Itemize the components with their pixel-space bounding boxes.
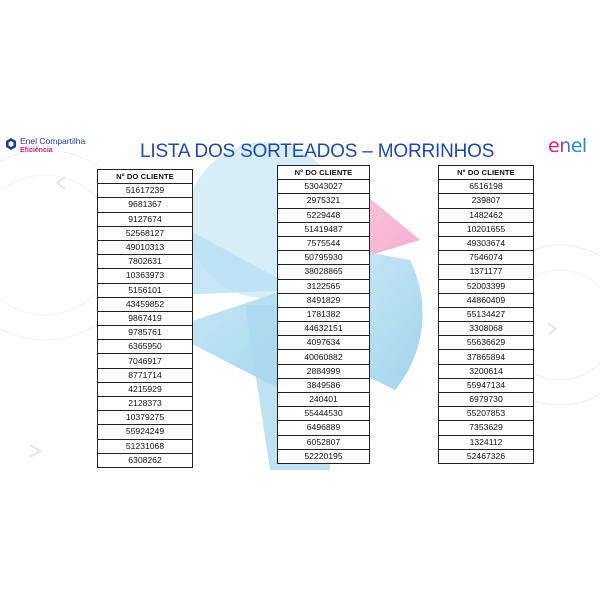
table-row xyxy=(278,421,370,435)
table-row xyxy=(278,336,370,350)
client-number-cell: 55947134 xyxy=(439,378,534,392)
client-number-cell: 51617239 xyxy=(98,184,193,198)
table-row xyxy=(278,322,370,336)
table-row xyxy=(98,311,193,325)
company-name: Enel Compartilha xyxy=(20,136,86,146)
client-number-cell: 6496889 xyxy=(278,421,370,435)
client-number-cell: 5156101 xyxy=(98,283,193,297)
client-number-cell: 44632151 xyxy=(278,322,370,336)
table-row xyxy=(278,307,370,321)
table-row xyxy=(439,307,534,321)
table-row xyxy=(98,226,193,240)
table-row xyxy=(98,397,193,411)
client-number-cell: 38028865 xyxy=(278,265,370,279)
table-row xyxy=(439,421,534,435)
table-row xyxy=(439,251,534,265)
table-row xyxy=(98,269,193,283)
company-brand xyxy=(5,137,85,155)
client-number-cell: 9127674 xyxy=(98,212,193,226)
client-number-cell: 7546074 xyxy=(439,251,534,265)
client-number-cell: 3849586 xyxy=(278,378,370,392)
table-row xyxy=(439,407,534,421)
table-row xyxy=(278,265,370,279)
table-row xyxy=(439,350,534,364)
column-header: Nº DO CLIENTE xyxy=(278,166,370,180)
table-row xyxy=(439,279,534,293)
client-number-cell: 3122565 xyxy=(278,279,370,293)
client-number-cell: 7353629 xyxy=(439,421,534,435)
client-number-cell: 6516198 xyxy=(439,180,534,194)
table-row xyxy=(278,435,370,449)
table-row xyxy=(439,435,534,449)
table-row xyxy=(278,251,370,265)
client-number-cell: 55444530 xyxy=(278,407,370,421)
table-row xyxy=(439,336,534,350)
customer-list-2 xyxy=(277,165,370,464)
client-number-cell: 10201655 xyxy=(439,222,534,236)
client-number-cell: 55134427 xyxy=(439,307,534,321)
table-row xyxy=(98,368,193,382)
client-number-cell: 6365950 xyxy=(98,340,193,354)
client-number-cell: 3308068 xyxy=(439,322,534,336)
client-number-cell: 49303674 xyxy=(439,236,534,250)
client-number-cell: 55924249 xyxy=(98,425,193,439)
table-row xyxy=(278,293,370,307)
client-number-cell: 52220195 xyxy=(278,449,370,463)
client-number-cell: 51231068 xyxy=(98,439,193,453)
client-number-cell: 44860409 xyxy=(439,293,534,307)
client-number-cell: 2975321 xyxy=(278,194,370,208)
table-row xyxy=(278,180,370,194)
client-number-cell: 2884999 xyxy=(278,364,370,378)
table-row xyxy=(98,326,193,340)
table-row xyxy=(278,236,370,250)
table-row xyxy=(278,208,370,222)
enel-logo: enel xyxy=(548,135,587,157)
client-number-cell: 37865894 xyxy=(439,350,534,364)
client-number-cell: 55207853 xyxy=(439,407,534,421)
page-title: LISTA DOS SORTEADOS – MORRINHOS xyxy=(140,141,495,162)
table-row xyxy=(439,364,534,378)
client-number-cell: 239807 xyxy=(439,194,534,208)
client-number-cell: 8771714 xyxy=(98,368,193,382)
table-row xyxy=(98,297,193,311)
table-row xyxy=(98,354,193,368)
table-row xyxy=(278,407,370,421)
table-row xyxy=(439,194,534,208)
table-row xyxy=(98,411,193,425)
hexagon-logo-icon xyxy=(5,138,17,150)
client-number-cell: 1781382 xyxy=(278,307,370,321)
client-number-cell: 10363973 xyxy=(98,269,193,283)
table-row xyxy=(278,364,370,378)
table-row xyxy=(278,449,370,463)
client-number-cell: 6052807 xyxy=(278,435,370,449)
table-row xyxy=(278,350,370,364)
client-number-cell: 53043027 xyxy=(278,180,370,194)
table-row xyxy=(98,255,193,269)
client-number-cell: 8491829 xyxy=(278,293,370,307)
table-row xyxy=(98,198,193,212)
table-row xyxy=(98,212,193,226)
table-row xyxy=(98,340,193,354)
client-number-cell: 1482462 xyxy=(439,208,534,222)
client-number-cell: 3200614 xyxy=(439,364,534,378)
table-row xyxy=(278,279,370,293)
table-row xyxy=(278,194,370,208)
client-number-cell: 4097634 xyxy=(278,336,370,350)
column-header: Nº DO CLIENTE xyxy=(98,170,193,184)
client-number-cell: 7046917 xyxy=(98,354,193,368)
client-number-cell: 4215929 xyxy=(98,382,193,396)
client-number-cell: 43459852 xyxy=(98,297,193,311)
client-number-cell: 1324112 xyxy=(439,435,534,449)
client-number-cell: 5229448 xyxy=(278,208,370,222)
table-row xyxy=(98,425,193,439)
table-row xyxy=(439,208,534,222)
client-number-cell: 40060882 xyxy=(278,350,370,364)
client-number-cell: 50795930 xyxy=(278,251,370,265)
customer-list-3 xyxy=(438,165,534,464)
table-row xyxy=(278,222,370,236)
client-number-cell: 7575544 xyxy=(278,236,370,250)
customer-list-1 xyxy=(97,169,193,468)
client-number-cell: 49010313 xyxy=(98,240,193,254)
table-row xyxy=(98,240,193,254)
client-number-cell: 55636629 xyxy=(439,336,534,350)
client-number-cell: 9867419 xyxy=(98,311,193,325)
table-row xyxy=(439,236,534,250)
client-number-cell: 9785761 xyxy=(98,326,193,340)
table-row xyxy=(98,283,193,297)
client-number-cell: 7802631 xyxy=(98,255,193,269)
client-number-cell: 9681367 xyxy=(98,198,193,212)
table-row xyxy=(439,393,534,407)
slide xyxy=(0,125,600,470)
table-row xyxy=(439,449,534,463)
table-row xyxy=(98,184,193,198)
column-header: Nº DO CLIENTE xyxy=(439,166,534,180)
client-number-cell: 6979730 xyxy=(439,393,534,407)
table-row xyxy=(278,378,370,392)
company-subtitle: Eficiência xyxy=(20,147,53,154)
table-row xyxy=(98,439,193,453)
table-row xyxy=(278,393,370,407)
client-number-cell: 52467326 xyxy=(439,449,534,463)
table-row xyxy=(439,378,534,392)
table-row xyxy=(439,322,534,336)
client-number-cell: 51419487 xyxy=(278,222,370,236)
table-row xyxy=(98,382,193,396)
client-number-cell: 6308262 xyxy=(98,453,193,467)
client-number-cell: 52003399 xyxy=(439,279,534,293)
table-row xyxy=(439,265,534,279)
client-number-cell: 2128373 xyxy=(98,397,193,411)
table-row xyxy=(439,222,534,236)
table-row xyxy=(439,293,534,307)
client-number-cell: 240401 xyxy=(278,393,370,407)
table-row xyxy=(98,453,193,467)
client-number-cell: 52568127 xyxy=(98,226,193,240)
client-number-cell: 1371177 xyxy=(439,265,534,279)
client-number-cell: 10379275 xyxy=(98,411,193,425)
table-row xyxy=(439,180,534,194)
